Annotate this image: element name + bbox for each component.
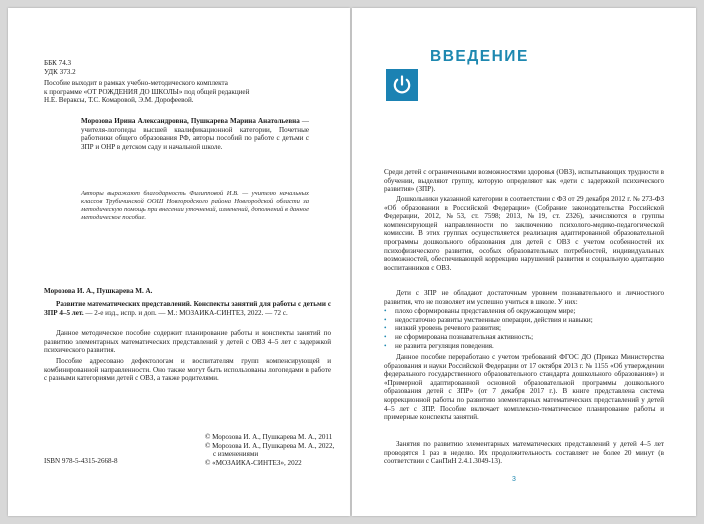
bullet-marker: •	[384, 315, 387, 324]
bullet-marker: •	[384, 341, 387, 350]
section-heading: ВВЕДЕНИЕ	[430, 48, 529, 65]
isbn: ISBN 978-5-4315-2668-8	[44, 457, 118, 465]
difficulties-list	[384, 307, 664, 351]
left-page	[8, 8, 350, 516]
power-icon	[386, 69, 418, 101]
copyright-line: © «МОЗАИКА-СИНТЕЗ», 2022	[205, 458, 302, 467]
bullet-marker: •	[384, 333, 387, 342]
series-note-line: Н.Е. Вераксы, Т.С. Комаровой, Э.М. Дорофеевой.	[44, 96, 194, 105]
citation	[44, 300, 331, 317]
authors-bio-names: Морозова Ирина Александровна, Пушкарева Марина Анатольевна	[81, 117, 300, 125]
udk-code: УДК 373.2	[44, 67, 76, 76]
intro-paragraph-4: Данное пособие переработано с учетом требований ФГОС ДО (Приказ Министерства образования и науки Российской Федерации от 17 октября 2013 г. № 1155 «Об утверждении федерального государственного образовательного стандарта дошкольного образования») и «Примерной адаптированной основной образовательной программы дошкольного образования детей с ЗПР» (от 7 декабря 2017 г.). В книге представлена система коррекционной работы по развитию элементарных математических представлений у детей 4–5 лет с ЗПР. Пособие включает комплексно-тематическое планирование работы и примерные конспекты занятий.	[384, 353, 664, 422]
list-item-text: низкий уровень речевого развития;	[395, 324, 502, 333]
bbk-code: ББК 74.3	[44, 59, 72, 67]
page-number: 3	[512, 476, 516, 483]
authors-bio	[81, 117, 309, 151]
list-item-text: не развита регуляция поведения.	[395, 341, 494, 350]
list-item	[384, 316, 664, 325]
acknowledgement: Авторы выражают благодарность Филипповой И.В. — учителю начальных классов Трубичинской ООШ Новгородского района Новгородской области за методическую помощь при внесении уточнений, изменений, дополнений в данное методическое пособие.	[81, 190, 309, 221]
series-note	[44, 79, 334, 105]
abstract-paragraph-2: Пособие адресовано дефектологам и воспитателям групп компенсирующей и комбинированной направленности. Оно также могут быть использованы логопедами в работе с разными категориями детей с ОВЗ, а также родителями.	[44, 357, 331, 383]
classification-codes	[44, 59, 76, 76]
citation-authors: Морозова И. А., Пушкарева М. А.	[44, 287, 153, 295]
list-item-text: не сформирована познавательная активность;	[395, 333, 534, 342]
intro-paragraph-2: Дошкольники указанной категории в соответствии с ФЗ от 29 декабря 2012 г. № 273-ФЗ «Об образовании в Российской Федерации» (Собрание законодательства Российской Федерации, 2012, №53, ст. 7598; 2013, №19, ст. 2326), зачисляются в группы компенсирующей направленности по заключению психолого-медико-педагогической комиссии. В этих группах осуществляется реализация адаптированной образовательной программы дошкольного образования для детей с ОВЗ с учетом особенностей их психофизического развития, особых образовательных потребностей, индивидуальных возможностей, обеспечивающей коррекцию нарушений развития и социальную адаптацию воспитанников с ОВЗ.	[384, 195, 664, 272]
list-item	[384, 307, 664, 316]
list-item	[384, 342, 664, 351]
bullet-marker: •	[384, 307, 387, 315]
list-item	[384, 324, 664, 333]
authors-bio-text: — учителя-логопеды высшей квалификационной категории, Почетные работники общего образования РФ, авторы пособий по работе с детьми с ЗПР и ОНР в детском саду и начальной школе.	[81, 117, 309, 151]
abstract-paragraph-1: Данное методическое пособие содержит планирование работы и конспекты занятий по развитию элементарных математических представлений у детей с ОВЗ 4–5 лет с задержкой психического развития.	[44, 329, 331, 355]
intro-paragraph-5: Занятия по развитию элементарных математических представлений у детей 4–5 лет проводятся 1 раз в неделю. Их продолжительность составляет не более 20 минут (в соответствии с СанПиН 2.4.1.3049-13).	[384, 440, 664, 466]
series-note-line: к программе «ОТ РОЖДЕНИЯ ДО ШКОЛЫ» под общей редакцией	[44, 87, 250, 96]
bullet-marker: •	[384, 324, 387, 333]
series-note-line: Пособие выходит в рамках учебно-методического комплекта	[44, 79, 228, 87]
list-item	[384, 333, 664, 342]
list-item-text: плохо сформированы представления об окружающем мире;	[395, 307, 576, 315]
copyright-line: с изменениями	[213, 450, 259, 459]
copyright-line: © Морозова И. А., Пушкарева М. А., 2022,	[205, 441, 335, 450]
intro-paragraph-3: Дети с ЗПР не обладают достаточным уровнем познавательного и личностного развития, что не позволяет им успешно учиться в школе. У них:	[384, 289, 664, 306]
list-item-text: недостаточно развиты умственные операции, действия и навыки;	[395, 315, 593, 324]
copyright-line: © Морозова И. А., Пушкарева М. А., 2011	[205, 433, 333, 441]
intro-paragraph-1: Среди детей с ограниченными возможностями здоровья (ОВЗ), испытывающих трудности в обучении, выделяют группу, которую определяют как «дети с задержкой психического развития» (ЗПР).	[384, 168, 664, 194]
right-page	[352, 8, 696, 516]
citation-title: Развитие математических представлений. Конспекты занятий для работы с детьми с ЗПР 4–5 лет.	[44, 300, 331, 317]
citation-rest: — 2-е изд., испр. и доп. — М.: МОЗАИКА-СИНТЕЗ, 2022. — 72 с.	[83, 308, 288, 317]
copyright-block	[205, 433, 334, 467]
